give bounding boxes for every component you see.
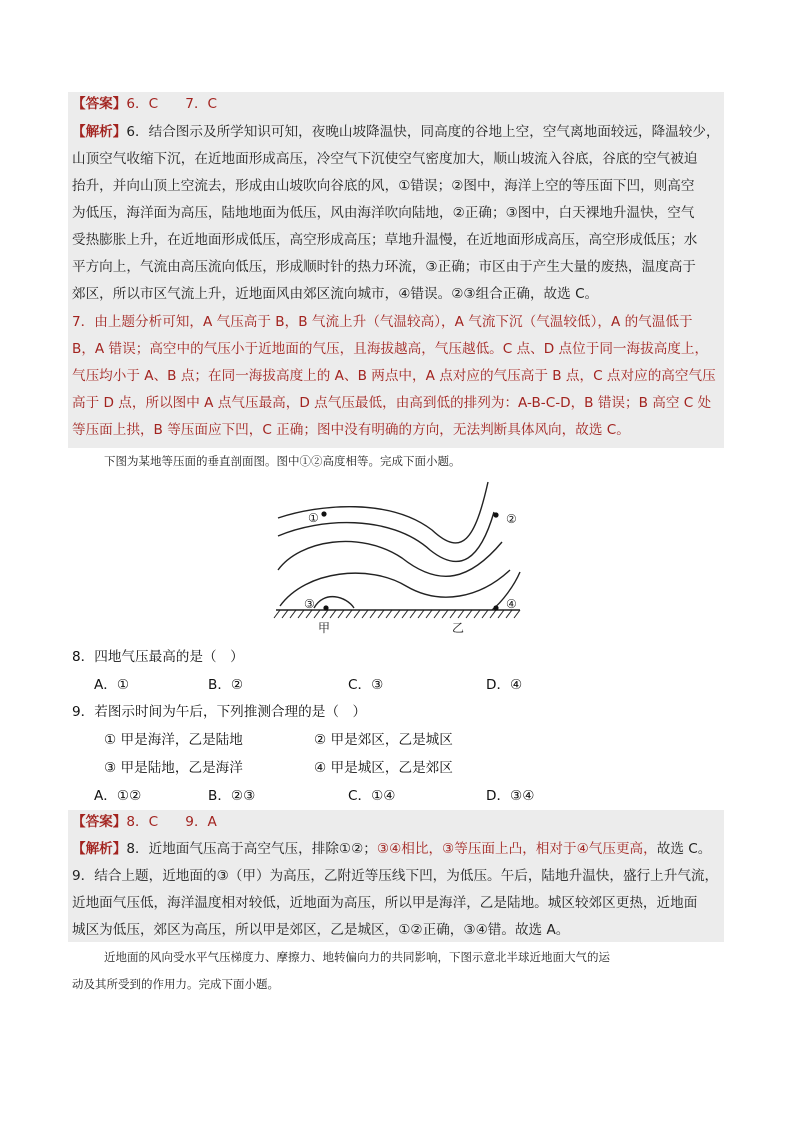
- analysis-text-red: ③④相比，③等压面上凸，相对于④气压更高，: [376, 841, 657, 857]
- q9-statement-4: ④ 甲是城区，乙是郊区: [314, 760, 453, 776]
- q9-option-d[interactable]: D．③④: [486, 788, 535, 804]
- jia-label: 甲: [318, 621, 331, 635]
- question-9-stem: 9．若图示时间为午后，下列推测合理的是（ ）: [72, 704, 367, 720]
- analysis-line: 7．由上题分析可知，A 气压高于 B，B 气流上升（气温较高），A 气流下沉（气温较低），A 的气温低于: [72, 314, 693, 330]
- analysis-line: 近地面气压低，海洋温度相对较低，近地面为高压，所以甲是海洋，乙是陆地。城区较郊区更热，近地面: [72, 895, 698, 911]
- analysis-line: 受热膨胀上升，在近地面形成低压，高空形成高压；草地升温慢，在近地面形成高压，高空形成低压；水: [72, 232, 698, 248]
- analysis-line: 城区为低压，郊区为高压，所以甲是郊区，乙是城区，①②正确，③④错。故选 A。: [72, 922, 570, 938]
- analysis-line: 为低压，海洋面为高压，陆地地面为低压，风由海洋吹向陆地，②正确；③图中，白天裸地升温快，空气: [72, 205, 695, 221]
- point-3-dot: [323, 605, 328, 610]
- q8-option-c[interactable]: C．③: [348, 677, 384, 693]
- q9-statement-1: ① 甲是海洋，乙是陆地: [104, 732, 243, 748]
- point-4-label: ④: [506, 597, 517, 611]
- analysis-line: 气压均小于 A、B 点；在同一海拔高度上的 A、B 两点中，A 点对应的气压高于 B 点，C 点对应的高空气压: [72, 368, 716, 384]
- analysis-line: 高于 D 点，所以图中 A 点气压最高，D 点气压最低，由高到低的排列为：A-B-C-D，B 错误；B 高空 C 处: [72, 395, 712, 411]
- isobar-line: [314, 597, 354, 608]
- point-1-label: ①: [308, 511, 319, 525]
- answer-line-2: [72, 814, 217, 831]
- answer-text: 6．C 7．C: [126, 96, 218, 112]
- answer-tag: 【答案】: [72, 814, 127, 830]
- analysis-tag: 【解析】: [72, 841, 127, 857]
- isobar-figure: [270, 478, 530, 638]
- isobar-line: [278, 541, 502, 576]
- point-1-dot: [321, 511, 326, 516]
- analysis-text: 故选 C。: [656, 841, 712, 857]
- q8-option-a[interactable]: A．①: [94, 677, 130, 693]
- analysis-text: 6．结合图示及所学知识可知，夜晚山坡降温快，同高度的谷地上空，空气离地面较远，降温较少，: [126, 124, 720, 140]
- analysis-line: 郊区，所以市区气流上升，近地面风由郊区流向城市，④错误。②③组合正确，故选 C。: [72, 286, 599, 302]
- analysis-line: [72, 841, 711, 858]
- question-intro: 近地面的风向受水平气压梯度力、摩擦力、地转偏向力的共同影响，下图示意北半球近地面大气的运: [104, 950, 610, 964]
- answer-tag: 【答案】: [72, 96, 127, 112]
- analysis-line: B，A 错误；高空中的气压小于近地面的气压，且海拔越高，气压越低。C 点、D 点位于同一海拔高度上，: [72, 341, 709, 357]
- analysis-text: 8．近地面气压高于高空气压，排除①②；: [126, 841, 377, 857]
- analysis-line: 平方向上，气流由高压流向低压，形成顺时针的热力环流，③正确；市区由于产生大量的废热，温度高于: [72, 259, 696, 275]
- analysis-tag: 【解析】: [72, 124, 127, 140]
- q9-statement-3: ③ 甲是陆地，乙是海洋: [104, 760, 243, 776]
- q9-option-b[interactable]: B．②③: [208, 788, 256, 804]
- point-3-label: ③: [304, 597, 315, 611]
- analysis-line: 9．结合上题，近地面的③（甲）为高压，乙附近等压线下凹，为低压。午后，陆地升温快，盛行上升气流，: [72, 868, 719, 884]
- ground-hatching: [274, 610, 520, 618]
- point-2-dot: [493, 512, 498, 517]
- answer-text: 8．C 9．A: [126, 814, 217, 830]
- analysis-line: 抬升，并向山顶上空流去，形成由山坡吹向谷底的风，①错误；②图中，海洋上空的等压面下凹，则高空: [72, 178, 695, 194]
- analysis-line: 山顶空气收缩下沉，在近地面形成高压，冷空气下沉使空气密度加大，顺山坡流入谷底，谷底的空气被迫: [72, 151, 698, 167]
- answer-line-1: [72, 96, 217, 113]
- question-8-stem: 8．四地气压最高的是（ ）: [72, 649, 244, 665]
- q8-option-d[interactable]: D．④: [486, 677, 523, 693]
- question-intro: 动及其所受到的作用力。完成下面小题。: [72, 977, 279, 991]
- q9-option-a[interactable]: A．①②: [94, 788, 142, 804]
- question-intro: 下图为某地等压面的垂直剖面图。图中①②高度相等。完成下面小题。: [104, 454, 461, 468]
- q9-statement-2: ② 甲是郊区，乙是城区: [314, 732, 453, 748]
- point-2-label: ②: [506, 512, 517, 526]
- analysis-line: [72, 124, 720, 141]
- q8-option-b[interactable]: B．②: [208, 677, 244, 693]
- point-4-dot: [493, 605, 498, 610]
- analysis-line: 等压面上拱，B 等压面应下凹，C 正确；图中没有明确的方向，无法判断具体风向，故选 C。: [72, 422, 630, 438]
- q9-option-c[interactable]: C．①④: [348, 788, 396, 804]
- yi-label: 乙: [452, 621, 465, 635]
